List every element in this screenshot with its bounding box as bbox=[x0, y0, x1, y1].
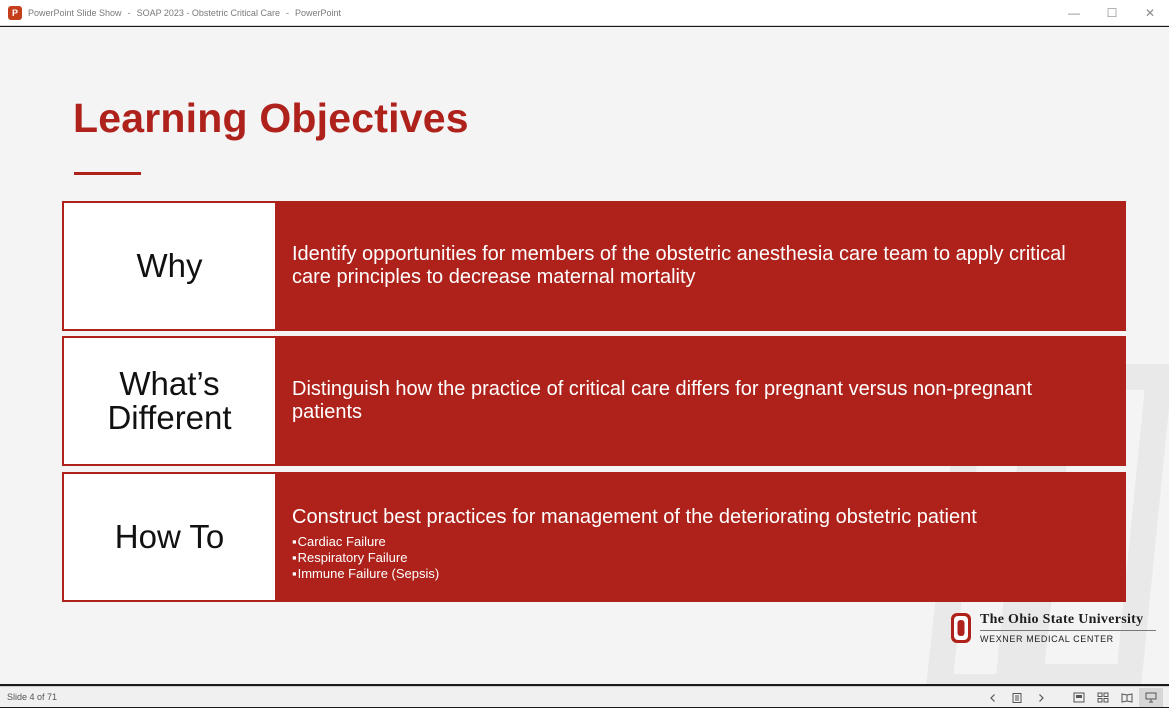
block-o-icon bbox=[950, 612, 972, 644]
slideshow-nav bbox=[981, 687, 1163, 708]
chevron-right-icon[interactable] bbox=[1029, 688, 1053, 707]
window-controls bbox=[1055, 0, 1169, 26]
status-bar bbox=[0, 686, 1169, 707]
app-label: PowerPoint bbox=[294, 7, 341, 18]
close-button[interactable]: ✕ bbox=[1144, 6, 1156, 20]
slideshow-icon[interactable] bbox=[1139, 688, 1163, 707]
slide-counter: Slide 4 of 71 bbox=[7, 692, 58, 702]
list-item: ▪ Cardiac Failure bbox=[292, 534, 1106, 550]
slide-title: Learning Objectives bbox=[73, 95, 469, 141]
slide-sorter-icon[interactable] bbox=[1091, 688, 1115, 707]
app-name: PowerPoint Slide Show bbox=[28, 7, 122, 18]
objective-text: Construct best practices for management of the deteriorating obstetric patient bbox=[292, 506, 977, 528]
maximize-button[interactable]: ☐ bbox=[1106, 6, 1118, 20]
slide-canvas[interactable] bbox=[0, 27, 1169, 684]
objective-row-why bbox=[62, 201, 1126, 331]
list-item: ▪ Immune Failure (Sepsis) bbox=[292, 566, 1106, 582]
objective-text: Identify opportunities for members of the obstetric anesthesia care team to apply critical care principles to decrease maternal mortality bbox=[292, 243, 1066, 288]
window-title: PowerPoint Slide Show - SOAP 2023 - Obstetric Critical Care - PowerPoint bbox=[28, 7, 341, 18]
row-label: Why bbox=[64, 203, 275, 329]
reading-view-icon[interactable] bbox=[1115, 688, 1139, 707]
document-name: SOAP 2023 - Obstetric Critical Care bbox=[136, 7, 280, 18]
chevron-left-icon[interactable] bbox=[981, 688, 1005, 707]
normal-view-icon[interactable] bbox=[1067, 688, 1091, 707]
bullet-list bbox=[292, 534, 1106, 582]
row-body bbox=[275, 203, 1124, 329]
title-underline bbox=[74, 172, 141, 175]
row-body bbox=[275, 474, 1124, 600]
slide-menu-icon[interactable] bbox=[1005, 688, 1029, 707]
logo-divider bbox=[980, 630, 1156, 631]
osu-logo bbox=[950, 612, 1156, 644]
row-label: What’s Different bbox=[64, 338, 275, 464]
objective-text: Distinguish how the practice of critical care differs for pregnant versus non-pregnant patients bbox=[292, 378, 1033, 423]
logo-university: The Ohio State University bbox=[980, 612, 1144, 627]
window-titlebar bbox=[0, 0, 1169, 26]
list-item: ▪ Respiratory Failure bbox=[292, 550, 1106, 566]
powerpoint-icon: P bbox=[8, 6, 22, 20]
logo-center: WEXNER MEDICAL CENTER bbox=[980, 634, 1114, 644]
row-body bbox=[275, 338, 1124, 464]
row-label: How To bbox=[64, 474, 275, 600]
minimize-button[interactable]: — bbox=[1068, 6, 1080, 20]
objective-row-how-to bbox=[62, 472, 1126, 602]
objective-row-whats-different bbox=[62, 336, 1126, 466]
